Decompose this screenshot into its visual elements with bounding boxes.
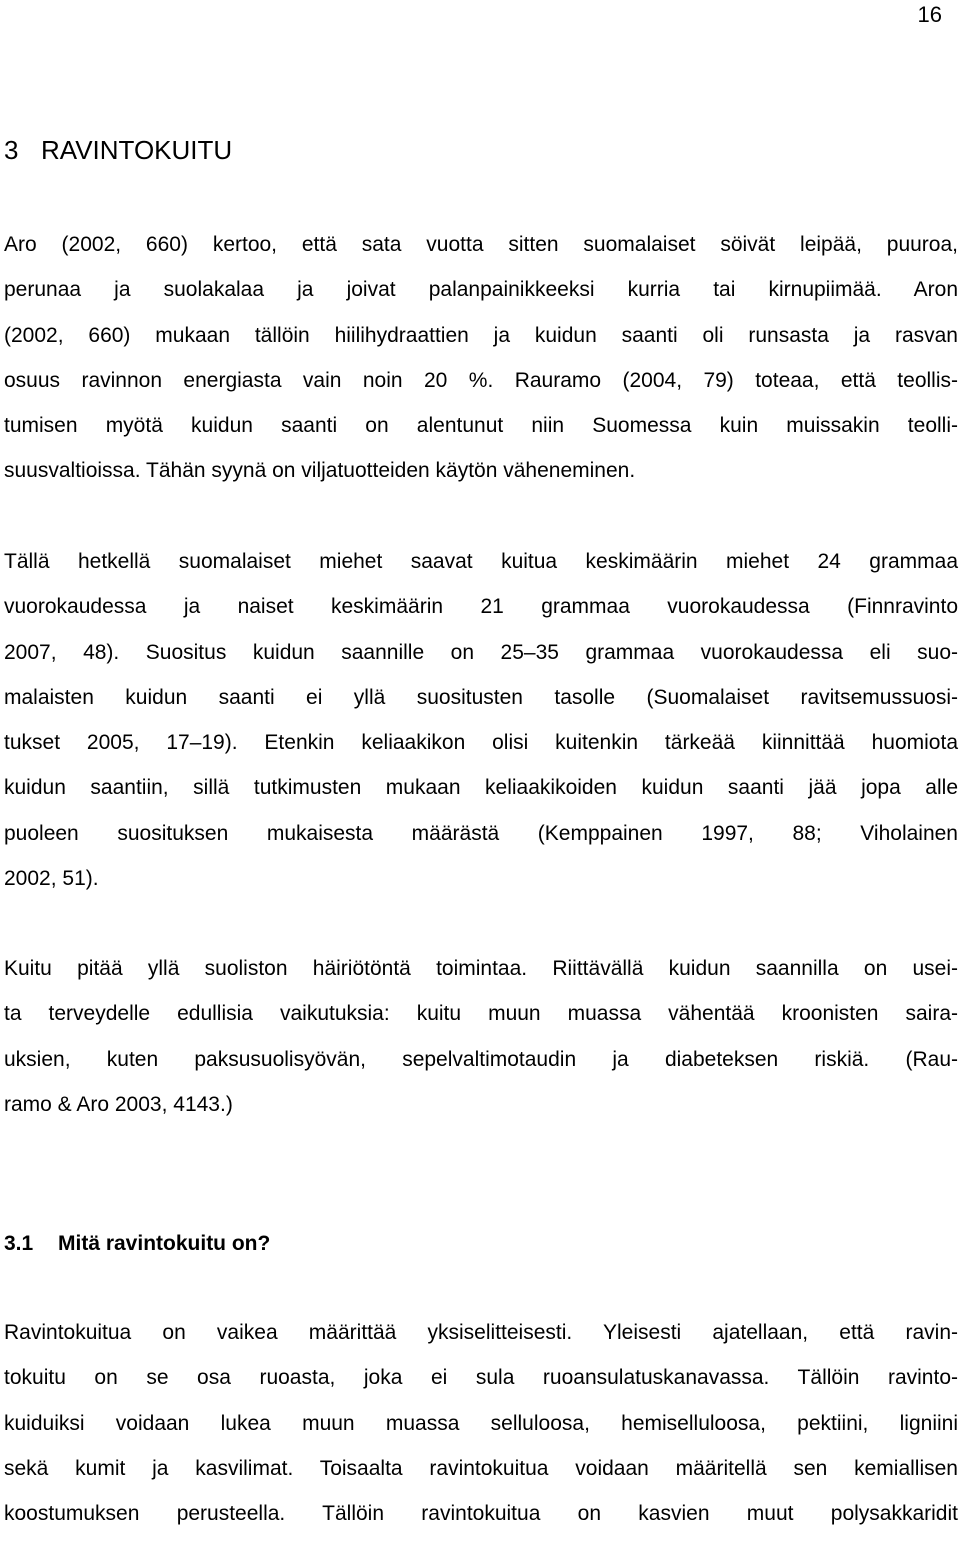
paragraph-line: Aro (2002, 660) kertoo, että sata vuotta sitten suomalaiset söivät leipää, puuroa, — [4, 233, 958, 256]
chapter-number: 3 — [4, 135, 19, 165]
section-title: Mitä ravintokuitu on? — [58, 1232, 271, 1255]
chapter-heading — [4, 134, 232, 166]
paragraph-line: puoleen suosituksen mukaisesta määrästä (Kemppainen 1997, 88; Viholainen — [4, 821, 958, 845]
paragraph-line: ta terveydelle edullisia vaikutuksia: kuitu muun muassa vähentää kroonisten saira- — [4, 1002, 958, 1026]
paragraph-line: tumisen myötä kuidun saanti on alentunut niin Suomessa kuin muissakin teolli- — [4, 414, 958, 438]
paragraph-line: malaisten kuidun saanti ei yllä suositusten tasolle (Suomalaiset ravitsemussuosi- — [4, 685, 958, 709]
paragraph-line: vuorokaudessa ja naiset keskimäärin 21 grammaa vuorokaudessa (Finnravinto — [4, 595, 958, 619]
paragraph-line: 2007, 48). Suositus kuidun saannille on 25–35 grammaa vuorokaudessa eli suo- — [4, 640, 958, 664]
paragraph-line: kuidun saantiin, sillä tutkimusten mukaan keliaakikoiden kuidun saanti jää jopa alle — [4, 776, 958, 800]
chapter-title: RAVINTOKUITU — [41, 135, 233, 165]
section-number: 3.1 — [4, 1232, 34, 1255]
paragraph-line: sekä kumit ja kasvilimat. Toisaalta ravintokuitua voidaan määritellä sen kemiallisen — [4, 1456, 958, 1480]
paragraph-line: ramo & Aro 2003, 4143.) — [4, 1092, 233, 1116]
paragraph-line: suusvaltioissa. Tähän syynä on viljatuotteiden käytön väheneminen. — [4, 459, 636, 483]
paragraph-line: kuiduiksi voidaan lukea muun muassa selluloosa, hemiselluloosa, pektiini, ligniini — [4, 1411, 958, 1435]
page-number: 16 — [917, 2, 942, 27]
paragraph-line: osuus ravinnon energiasta vain noin 20 %. Rauramo (2004, 79) toteaa, että teollis- — [4, 368, 958, 392]
paragraph-line: 2002, 51). — [4, 867, 99, 891]
paragraph-line: (2002, 660) mukaan tällöin hiilihydraattien ja kuidun saanti oli runsasta ja rasvan — [4, 323, 958, 347]
paragraph-2 — [4, 547, 958, 909]
paragraph-line: uksien, kuten paksusuolisyövän, sepelvaltimotaudin ja diabeteksen riskiä. (Rau- — [4, 1047, 958, 1071]
paragraph-line: koostumuksen perusteella. Tällöin ravintokuitua on kasvien muut polysakkaridit — [4, 1502, 958, 1526]
paragraph-line: tukset 2005, 17–19). Etenkin keliaakikon olisi kuitenkin tärkeää kiinnittää huomiota — [4, 731, 958, 755]
paragraph-1 — [4, 230, 958, 502]
paragraph-line: Ravintokuitua on vaikea määrittää yksiselitteisesti. Yleisesti ajatellaan, että ravin- — [4, 1321, 958, 1344]
section-paragraph — [4, 1318, 958, 1544]
paragraph-line: Kuitu pitää yllä suoliston häiriötöntä toimintaa. Riittävällä kuidun saannilla on usei- — [4, 957, 958, 980]
paragraph-line: tokuitu on se osa ruoasta, joka ei sula ruoansulatuskanavassa. Tällöin ravinto- — [4, 1366, 958, 1390]
paragraph-line: perunaa ja suolakalaa ja joivat palanpainikkeeksi kurria tai kirnupiimää. Aron — [4, 278, 958, 302]
section-heading — [4, 1230, 270, 1258]
paragraph-3 — [4, 954, 958, 1135]
paragraph-line: Tällä hetkellä suomalaiset miehet saavat kuitua keskimäärin miehet 24 grammaa — [4, 550, 958, 573]
